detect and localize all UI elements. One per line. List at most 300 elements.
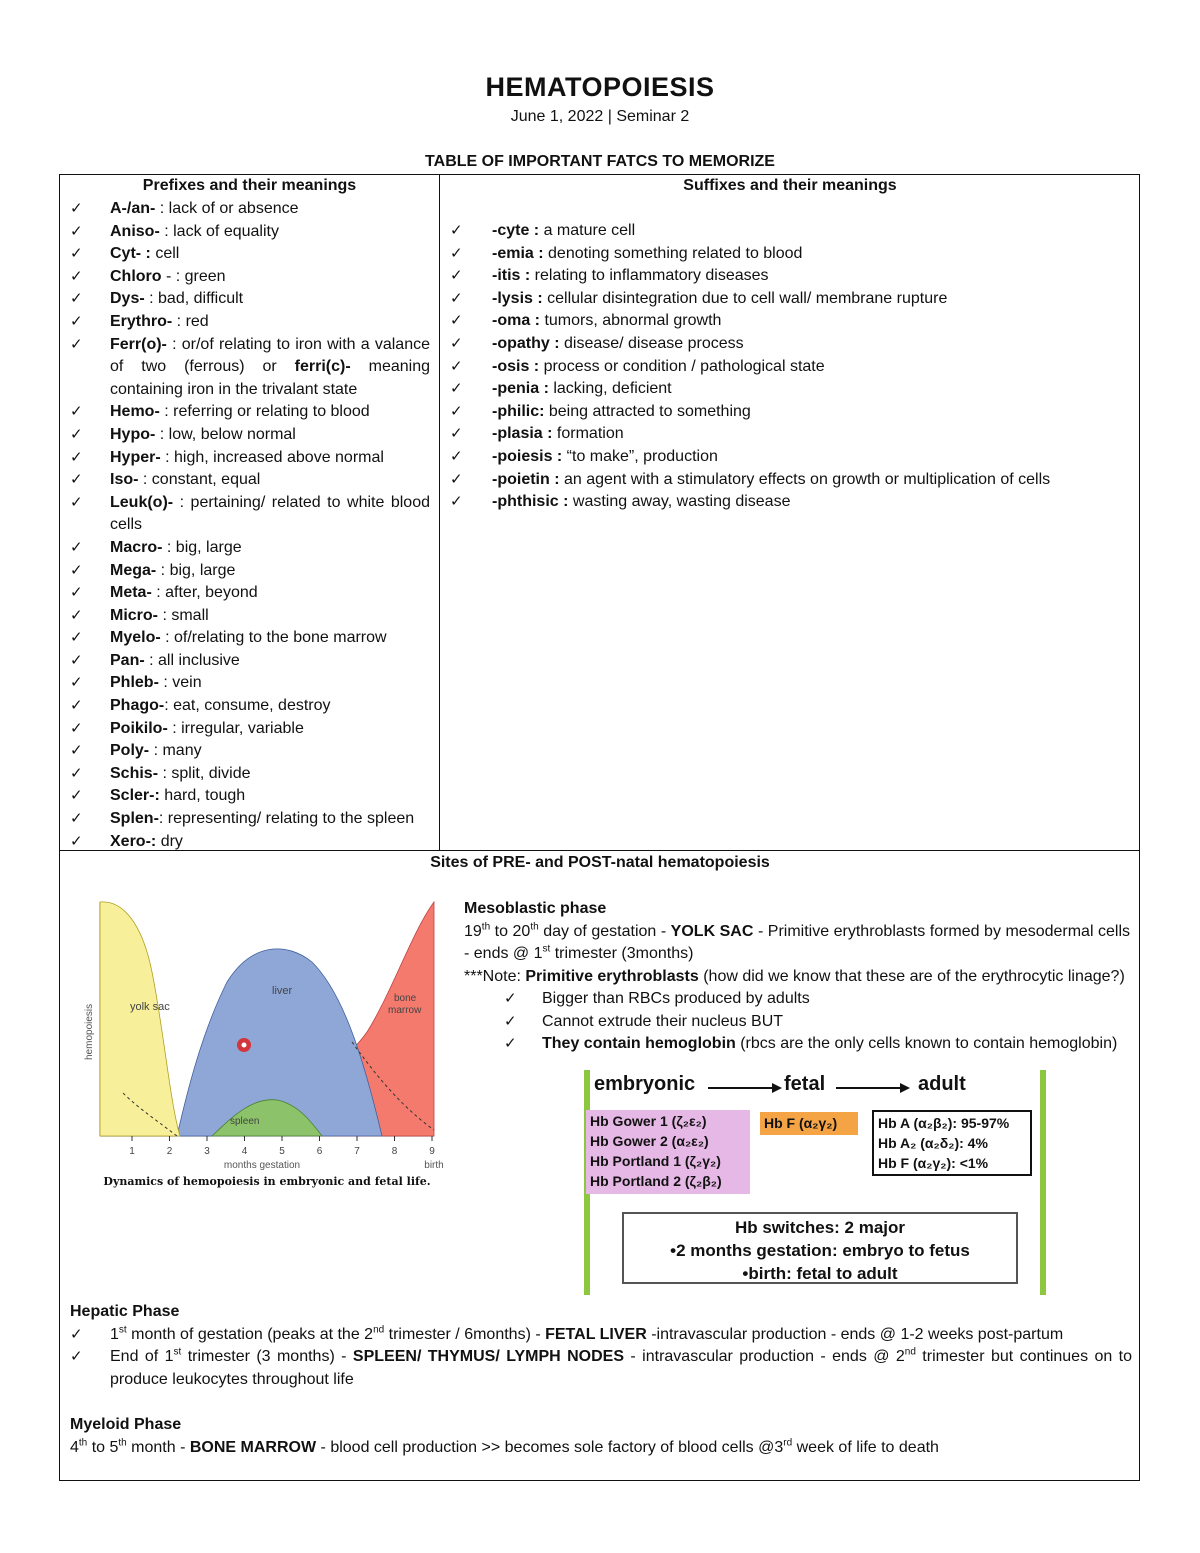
graph-tick-label: 7 xyxy=(354,1146,360,1157)
prefix-term: Erythro- xyxy=(110,312,173,330)
prefix-text xyxy=(110,831,430,854)
superscript: th xyxy=(118,1437,127,1449)
suffix-text xyxy=(492,288,1130,311)
suffix-meaning: “to make”, production xyxy=(562,447,718,465)
embryonic-hb-box xyxy=(586,1110,750,1194)
primitive-erythroblasts-term: Primitive erythroblasts xyxy=(525,967,699,985)
prefix-text xyxy=(110,243,430,266)
adult-hb: Hb A (α₂β₂): 95-97% xyxy=(878,1115,1010,1131)
prefix-term: Ferr(o)- xyxy=(110,335,167,353)
suffix-text xyxy=(492,423,1130,446)
prefix-term: Phago- xyxy=(110,697,165,715)
suffix-term: -penia : xyxy=(492,380,549,398)
suffix-meaning: tumors, abnormal growth xyxy=(540,312,722,330)
check-icon: ✓ xyxy=(70,335,83,353)
list-item xyxy=(70,763,430,786)
list-item xyxy=(70,288,430,311)
page-title: HEMATOPOIESIS xyxy=(485,72,715,102)
list-item xyxy=(70,424,430,447)
fetal-liver-term: FETAL LIVER xyxy=(545,1325,647,1343)
list-item xyxy=(70,401,430,424)
check-icon: ✓ xyxy=(70,606,83,624)
liver-label: liver xyxy=(272,985,293,997)
check-icon: ✓ xyxy=(70,538,83,556)
text-fragment: (how did we know that these are of the erythrocytic linage?) xyxy=(698,967,1125,985)
prefix-separator: : xyxy=(158,606,172,624)
text-fragment: - blood cell production >> becomes sole factory of blood cells @3 xyxy=(316,1438,784,1456)
list-item xyxy=(450,423,1130,446)
prefix-separator: : xyxy=(159,222,174,240)
list-item xyxy=(70,560,430,583)
bullet-body: (rbcs are the only cells known to contain hemoglobin) xyxy=(735,1035,1118,1053)
prefix-term: Leuk(o)- xyxy=(110,493,174,511)
hemoglobin-switch-figure xyxy=(584,1070,1048,1295)
yolk-sac-term: YOLK SAC xyxy=(670,922,754,940)
bullet-body: Bigger than RBCs produced by adults xyxy=(542,990,810,1007)
hepatic-heading: Hepatic Phase xyxy=(70,1303,180,1320)
text-fragment: day of gestation - xyxy=(538,922,671,940)
graph-tick-label: 5 xyxy=(279,1146,285,1157)
list-item xyxy=(450,265,1130,288)
prefix-text xyxy=(110,650,430,673)
superscript: th xyxy=(78,1437,88,1449)
prefix-text xyxy=(110,627,430,650)
check-icon: ✓ xyxy=(450,402,463,420)
prefixes-heading: Prefixes and their meanings xyxy=(142,177,357,194)
table-title: TABLE OF IMPORTANT FATCS TO MEMORIZE xyxy=(425,153,775,170)
prefix-meaning: split, divide xyxy=(171,764,251,782)
prefix-separator: : xyxy=(156,561,170,579)
list-item xyxy=(70,221,430,244)
prefix-term: Hyper- xyxy=(110,448,161,466)
text-fragment: trimester (3months) xyxy=(550,945,694,962)
prefix-separator: : xyxy=(166,335,182,353)
check-icon: ✓ xyxy=(450,425,463,443)
suffix-meaning: lacking, deficient xyxy=(548,380,672,398)
prefix-term: Scler-: xyxy=(110,787,160,805)
suffix-term: -osis : xyxy=(492,357,540,375)
prefix-meaning: hard, tough xyxy=(164,787,246,805)
text-fragment: trimester but continues on to produce leukocytes throughout life xyxy=(110,1348,1133,1388)
check-icon: ✓ xyxy=(70,810,83,828)
right-green-bar xyxy=(1040,1070,1046,1295)
suffixes-heading: Suffixes and their meanings xyxy=(683,177,897,194)
graph-caption: Dynamics of hemopoiesis in embryonic and fetal life. xyxy=(103,1175,431,1188)
text-fragment: 19 xyxy=(464,922,482,940)
text-fragment: - intravascular production - ends @ 2 xyxy=(624,1348,905,1366)
prefix-text xyxy=(110,492,430,537)
stage-adult: adult xyxy=(918,1073,966,1095)
bullet-text xyxy=(542,988,1130,1011)
list-item xyxy=(70,650,430,673)
myeloid-description xyxy=(70,1437,1132,1460)
list-item xyxy=(70,243,430,266)
text-fragment: to 5 xyxy=(87,1438,119,1456)
yolk-sac-label: yolk sac xyxy=(130,1001,170,1013)
prefix-meaning: meaning containing iron in the trivalant state xyxy=(110,358,430,398)
adult-hb: Hb F (α₂γ₂): <1% xyxy=(878,1155,989,1171)
check-icon: ✓ xyxy=(70,832,83,850)
graph-tick-label: 2 xyxy=(166,1146,173,1157)
marrow-label: marrow xyxy=(388,1005,422,1016)
graph-tick-label: 4 xyxy=(241,1146,248,1157)
check-icon: ✓ xyxy=(70,719,83,737)
prefix-meaning: red xyxy=(185,312,209,330)
suffix-text xyxy=(492,265,1130,288)
list-item xyxy=(450,401,1130,424)
prefix-text xyxy=(110,288,430,311)
bullet-body: Cannot extrude their nucleus BUT xyxy=(542,1012,784,1030)
embryonic-hb: Hb Gower 2 (α₂ε₂) xyxy=(590,1133,709,1149)
list-item xyxy=(70,198,430,221)
check-icon: ✓ xyxy=(70,290,83,308)
check-icon: ✓ xyxy=(504,1035,517,1053)
list-item xyxy=(70,492,430,537)
prefix-term: Pan- xyxy=(110,651,145,669)
suffix-term: -plasia : xyxy=(492,425,553,443)
check-icon: ✓ xyxy=(450,222,463,239)
check-icon: ✓ xyxy=(70,584,83,602)
prefix-term: Aniso- xyxy=(110,222,160,240)
prefix-text xyxy=(110,424,430,447)
list-item xyxy=(70,582,430,605)
graph-tick-label: 9 xyxy=(429,1146,435,1157)
list-item xyxy=(70,469,430,492)
list-item xyxy=(450,378,1130,401)
check-icon: ✓ xyxy=(70,697,83,715)
superscript: nd xyxy=(904,1346,916,1358)
suffix-meaning: disease/ disease process xyxy=(559,334,744,352)
text-fragment: End of 1 xyxy=(110,1348,174,1366)
prefix-text xyxy=(110,740,430,763)
suffix-text xyxy=(492,491,1130,514)
suffix-meaning: being attracted to something xyxy=(544,402,751,420)
check-icon: ✓ xyxy=(70,1325,83,1343)
prefix-separator: : xyxy=(155,425,169,443)
prefix-term: Chloro xyxy=(110,267,162,285)
prefix-text xyxy=(110,198,430,221)
spleen-thymus-lymph-term: SPLEEN/ THYMUS/ LYMPH NODES xyxy=(352,1348,625,1366)
superscript: st xyxy=(118,1324,127,1336)
prefix-text xyxy=(110,763,430,786)
check-icon: ✓ xyxy=(450,244,463,262)
text-fragment: ***Note: xyxy=(464,967,526,985)
list-item xyxy=(70,537,430,560)
prefix-separator: : xyxy=(144,651,159,669)
prefix-text xyxy=(110,808,430,831)
prefix-term: Schis- xyxy=(110,764,159,782)
prefix-text xyxy=(110,785,430,808)
suffix-text xyxy=(492,401,1130,424)
list-item xyxy=(464,988,1130,1011)
text-fragment: trimester / 6months) - xyxy=(384,1325,546,1343)
prefix-separator: - : xyxy=(161,267,185,285)
check-icon: ✓ xyxy=(70,267,83,285)
check-icon: ✓ xyxy=(70,742,83,760)
prefix-term: Mega- xyxy=(110,561,157,579)
suffix-term: -poietin : xyxy=(492,470,560,488)
prefix-meaning: referring or relating to blood xyxy=(173,403,370,421)
prefix-meaning: big, large xyxy=(169,561,236,579)
suffix-meaning: relating to inflammatory diseases xyxy=(530,267,769,285)
superscript: th xyxy=(481,921,491,933)
prefix-meaning: all inclusive xyxy=(158,651,240,669)
prefix-separator: : xyxy=(158,674,173,692)
graph-y-label: hemopoiesis xyxy=(84,1003,95,1060)
embryonic-hb: Hb Portland 2 (ζ₂β₂) xyxy=(590,1173,722,1189)
prefix-meaning: green xyxy=(184,267,226,285)
list-item xyxy=(450,310,1130,333)
prefix-meaning: constant, equal xyxy=(151,471,261,489)
text-fragment: month of gestation (peaks at the 2 xyxy=(126,1325,374,1343)
graph-tick-label: 6 xyxy=(316,1146,323,1157)
page-subtitle: June 1, 2022 | Seminar 2 xyxy=(510,108,690,125)
prefix-text xyxy=(110,582,430,605)
list-item xyxy=(450,333,1130,356)
prefix-separator: : xyxy=(144,290,159,308)
hb-switch-item: •birth: fetal to adult xyxy=(742,1264,898,1283)
prefix-meaning: representing/ relating to the spleen xyxy=(167,810,415,828)
prefix-separator: : xyxy=(158,810,168,828)
check-icon: ✓ xyxy=(70,1348,83,1366)
prefix-term: Phleb- xyxy=(110,674,159,692)
prefix-term: Meta- xyxy=(110,584,152,602)
text-fragment: -intravascular production - ends @ 1-2 weeks post-partum xyxy=(646,1325,1064,1343)
superscript: st xyxy=(173,1346,182,1358)
prefix-meaning: high, increased above normal xyxy=(174,448,384,466)
check-icon: ✓ xyxy=(70,493,83,511)
superscript: rd xyxy=(783,1437,793,1449)
prefix-term: Poikilo- xyxy=(110,719,168,737)
yolk-sac-area xyxy=(100,902,180,1136)
prefix-separator: : xyxy=(151,584,166,602)
check-icon: ✓ xyxy=(450,447,463,465)
prefix-separator: : xyxy=(155,200,169,217)
check-icon: ✓ xyxy=(70,787,83,805)
prefix-term: Xero-: xyxy=(110,832,157,850)
text-fragment: to 20 xyxy=(490,922,531,940)
prefix-meaning: or/of relating to iron with a valance of two (ferrous) or xyxy=(110,335,430,376)
stage-embryonic: embryonic xyxy=(594,1073,696,1095)
prefix-meaning: many xyxy=(162,742,202,760)
prefix-meaning: bad, difficult xyxy=(158,290,244,308)
check-icon: ✓ xyxy=(450,312,463,330)
check-icon: ✓ xyxy=(450,357,463,375)
suffix-text xyxy=(492,333,1130,356)
graph-tick-label: 8 xyxy=(391,1146,398,1157)
prefix-meaning: irregular, variable xyxy=(181,719,304,737)
arrow-right-icon xyxy=(708,1078,782,1098)
suffix-text xyxy=(492,310,1130,333)
suffix-meaning: wasting away, wasting disease xyxy=(568,493,791,511)
prefix-term: Dys- xyxy=(110,290,145,308)
table-column-divider xyxy=(439,174,440,851)
prefixes-list xyxy=(70,198,430,853)
suffix-meaning: formation xyxy=(552,425,624,443)
check-icon: ✓ xyxy=(450,380,463,398)
list-item xyxy=(70,831,430,854)
prefix-text xyxy=(110,695,430,718)
prefix-meaning: vein xyxy=(172,674,202,692)
suffix-meaning: process or condition / pathological state xyxy=(539,357,825,375)
suffix-meaning: cellular disintegration due to cell wall/ membrane rupture xyxy=(542,289,948,307)
graph-birth-label: birth xyxy=(424,1160,444,1171)
suffix-text xyxy=(492,446,1130,469)
prefix-text xyxy=(110,221,430,244)
list-item xyxy=(70,447,430,470)
bullet-text xyxy=(542,1011,1130,1034)
list-item xyxy=(70,695,430,718)
prefix-term: Myelo- xyxy=(110,629,161,647)
prefix-text xyxy=(110,718,430,741)
check-icon: ✓ xyxy=(70,764,83,782)
prefix-text xyxy=(110,537,430,560)
prefix-term: Macro- xyxy=(110,538,163,556)
suffix-meaning: denoting something related to blood xyxy=(543,244,803,262)
prefix-separator: : xyxy=(164,697,174,715)
prefix-meaning: lack of or absence xyxy=(168,200,299,217)
list-item xyxy=(70,718,430,741)
superscript: st xyxy=(542,943,551,955)
list-item xyxy=(450,220,1130,243)
prefix-separator: : xyxy=(159,403,174,421)
list-item xyxy=(450,243,1130,266)
list-item xyxy=(450,469,1130,492)
mesoblastic-bullets xyxy=(464,988,1130,1056)
prefix-text xyxy=(110,560,430,583)
prefix-text xyxy=(110,469,430,492)
list-item xyxy=(70,605,430,628)
check-icon: ✓ xyxy=(450,289,463,307)
check-icon: ✓ xyxy=(450,334,463,352)
list-item xyxy=(464,1033,1130,1056)
check-icon: ✓ xyxy=(70,448,83,466)
mesoblastic-description xyxy=(464,921,1130,966)
check-icon: ✓ xyxy=(70,200,83,217)
prefix-term: ferri(c)- xyxy=(294,358,351,376)
prefix-meaning: small xyxy=(171,606,209,624)
suffix-text xyxy=(492,469,1130,492)
text-fragment: trimester (3 months) - xyxy=(181,1348,353,1366)
mesoblastic-note xyxy=(464,966,1130,989)
bone-marrow-term: BONE MARROW xyxy=(189,1438,317,1456)
embryonic-hb: Hb Portland 1 (ζ₂γ₂) xyxy=(590,1153,721,1169)
prefix-term: Poly- xyxy=(110,742,150,760)
fetal-hb: Hb F (α₂γ₂) xyxy=(764,1115,838,1131)
prefix-text xyxy=(110,672,430,695)
bone-label: bone xyxy=(394,993,417,1004)
mesoblastic-heading: Mesoblastic phase xyxy=(464,900,607,917)
embryonic-hb: Hb Gower 1 (ζ₂ε₂) xyxy=(590,1113,707,1129)
prefix-separator: : xyxy=(173,493,191,511)
suffix-meaning: a mature cell xyxy=(539,222,636,239)
hepatic-section xyxy=(70,1301,1132,1391)
prefix-meaning: of/relating to the bone marrow xyxy=(174,629,387,647)
prefix-meaning: lack of equality xyxy=(173,222,279,240)
text-fragment: 1 xyxy=(110,1325,119,1343)
graph-x-label: months gestation xyxy=(223,1160,301,1171)
check-icon: ✓ xyxy=(70,312,83,330)
prefix-text xyxy=(110,334,430,402)
list-item xyxy=(464,1011,1130,1034)
superscript: nd xyxy=(373,1324,385,1336)
prefix-text xyxy=(110,266,430,289)
myeloid-section xyxy=(70,1414,1132,1459)
list-item xyxy=(70,311,430,334)
suffix-term: -opathy : xyxy=(492,334,560,352)
list-item xyxy=(70,1346,1132,1391)
suffix-text xyxy=(492,243,1130,266)
spleen-label: spleen xyxy=(230,1116,260,1127)
suffix-term: -lysis : xyxy=(492,289,543,307)
check-icon: ✓ xyxy=(70,561,83,579)
prefix-text xyxy=(110,401,430,424)
suffix-term: -emia : xyxy=(492,244,544,262)
check-icon: ✓ xyxy=(504,990,517,1007)
check-icon: ✓ xyxy=(70,471,83,489)
adult-hb: Hb A₂ (α₂δ₂): 4% xyxy=(878,1135,988,1151)
list-item xyxy=(70,672,430,695)
prefix-term: Cyt- : xyxy=(110,245,151,263)
suffix-term: -phthisic : xyxy=(492,493,569,511)
suffix-text xyxy=(492,378,1130,401)
suffixes-list xyxy=(450,220,1130,514)
prefix-separator: : xyxy=(172,312,186,330)
mesoblastic-section xyxy=(464,898,1130,1056)
check-icon: ✓ xyxy=(450,470,463,488)
list-item xyxy=(450,356,1130,379)
hb-switch-item: •2 months gestation: embryo to fetus xyxy=(670,1241,970,1260)
list-item xyxy=(70,266,430,289)
suffix-term: -poiesis : xyxy=(492,447,563,465)
list-item xyxy=(70,808,430,831)
check-icon: ✓ xyxy=(450,493,463,511)
graph-ticks xyxy=(129,1136,435,1157)
prefix-meaning: low, below normal xyxy=(168,425,296,443)
prefix-text xyxy=(110,605,430,628)
stage-fetal: fetal xyxy=(784,1073,826,1095)
bullet-bold: They contain hemoglobin xyxy=(542,1035,736,1053)
prefix-term: Iso- xyxy=(110,471,139,489)
hb-switches-title: Hb switches: 2 major xyxy=(734,1218,906,1237)
prefix-separator: : xyxy=(160,448,175,466)
check-icon: ✓ xyxy=(70,651,83,669)
graph-tick-label: 1 xyxy=(129,1146,135,1157)
list-item xyxy=(70,334,430,402)
suffix-text xyxy=(492,356,1130,379)
prefix-meaning: eat, consume, destroy xyxy=(173,697,331,715)
prefix-term: A-/an- xyxy=(110,200,156,217)
list-item xyxy=(450,446,1130,469)
prefix-separator: : xyxy=(160,629,175,647)
prefix-text xyxy=(110,447,430,470)
text-fragment: week of life to death xyxy=(792,1438,939,1456)
check-icon: ✓ xyxy=(70,629,83,647)
prefix-separator: : xyxy=(149,742,163,760)
prefix-text xyxy=(110,311,430,334)
check-icon: ✓ xyxy=(70,245,83,263)
check-icon: ✓ xyxy=(450,267,463,285)
suffix-term: -itis : xyxy=(492,267,531,285)
prefix-term: Splen- xyxy=(110,810,159,828)
list-item xyxy=(450,491,1130,514)
prefix-separator: : xyxy=(167,719,182,737)
prefix-term: Micro- xyxy=(110,606,158,624)
hb-switches-box xyxy=(622,1212,1018,1284)
check-icon: ✓ xyxy=(70,425,83,443)
text-fragment: 4 xyxy=(70,1438,79,1456)
prefix-separator: : xyxy=(162,538,176,556)
